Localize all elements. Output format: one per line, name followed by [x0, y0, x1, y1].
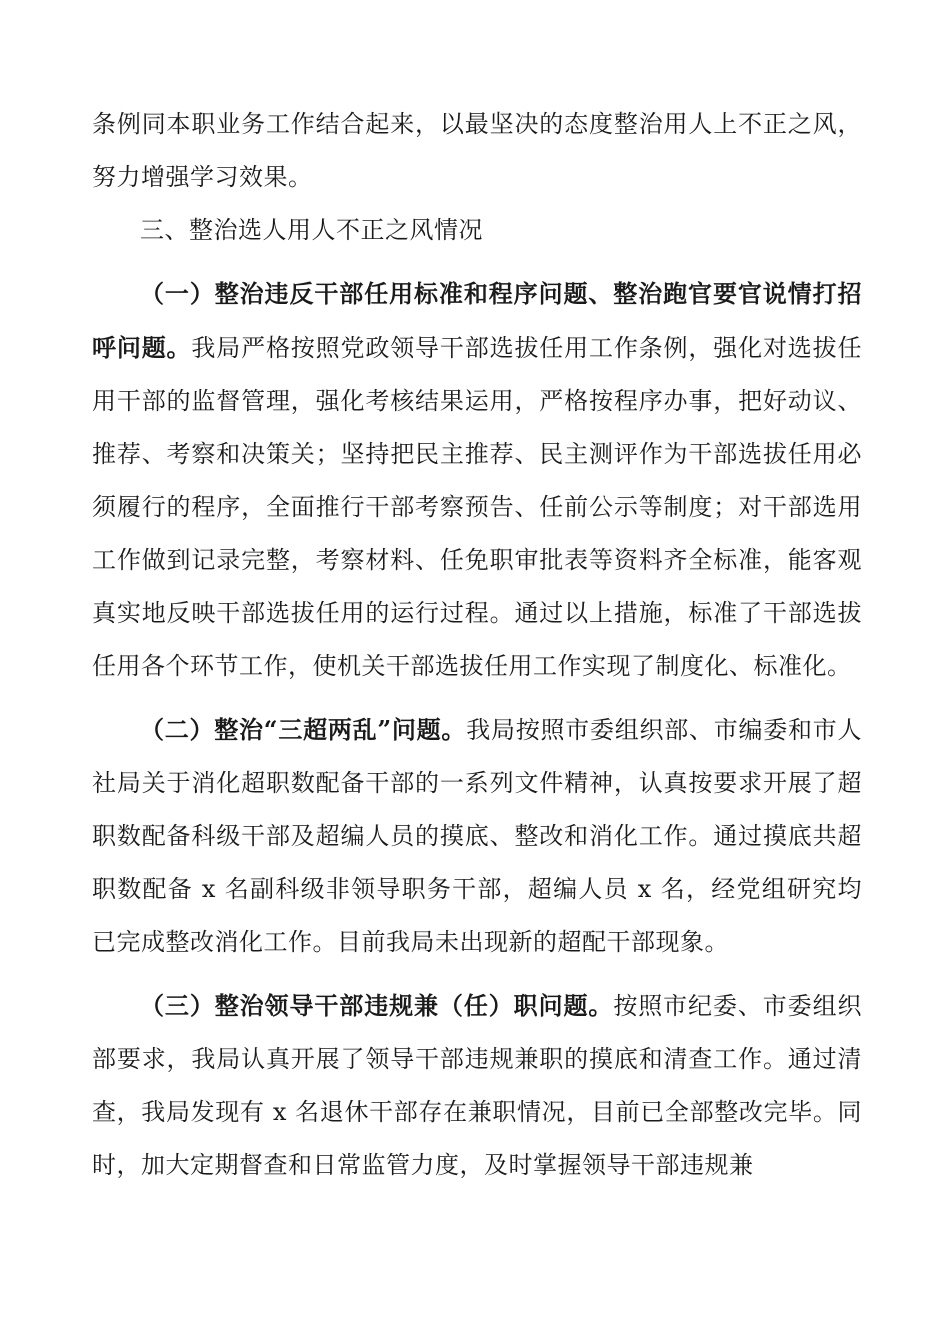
- intro-paragraph: 条例同本职业务工作结合起来，以最坚决的态度整治用人上不正之风，努力增强学习效果。: [92, 110, 862, 191]
- document-body: [92, 98, 862, 1192]
- item-paragraph-3: [92, 979, 862, 1192]
- item-body-3: 按照市纪委、市委组织部要求，我局认真开展了领导干部违规兼职的摸底和清查工作。通过清查，我局发现有 x 名退休干部存在兼职情况，目前已全部整改完毕。同时，加大定期督查和日常监管力度，及时掌握领导干部违规兼: [92, 992, 863, 1179]
- item-lead-3: （三）整治领导干部违规兼（任）职问题。: [140, 991, 614, 1020]
- item-paragraph-1: [92, 267, 862, 693]
- item-lead-2: （二）整治“三超两乱”问题。: [140, 715, 467, 744]
- item-body-1: 我局严格按照党政领导干部选拔任用工作条例，强化对选拔任用干部的监督管理，强化考核结果运用，严格按程序办事，把好动议、推荐、考察和决策关；坚持把民主推荐、民主测评作为干部选拔任用必须履行的程序，全面推行干部考察预告、任前公示等制度；对干部选用工作做到记录完整，考察材料、任免职审批表等资料齐全标准，能客观真实地反映干部选拔任用的运行过程。通过以上措施，标准了干部选拔任用各个环节工作，使机关干部选拔任用工作实现了制度化、标准化。: [92, 334, 863, 680]
- item-body-2: 我局按照市委组织部、市编委和市人社局关于消化超职数配备干部的一系列文件精神，认真按要求开展了超职数配备科级干部及超编人员的摸底、整改和消化工作。通过摸底共超职数配备 x 名副科级非领导职务干部，超编人员 x 名，经党组研究均已完成整改消化工作。目前我局未出现新的超配干部现象。: [92, 716, 863, 956]
- section-heading: 三、整治选人用人不正之风情况: [140, 216, 483, 244]
- item-paragraph-2: [92, 703, 862, 969]
- item-lead-1: （一）整治违反干部任用标准和程序问题、整治跑官要官说情打招呼问题。: [92, 279, 862, 362]
